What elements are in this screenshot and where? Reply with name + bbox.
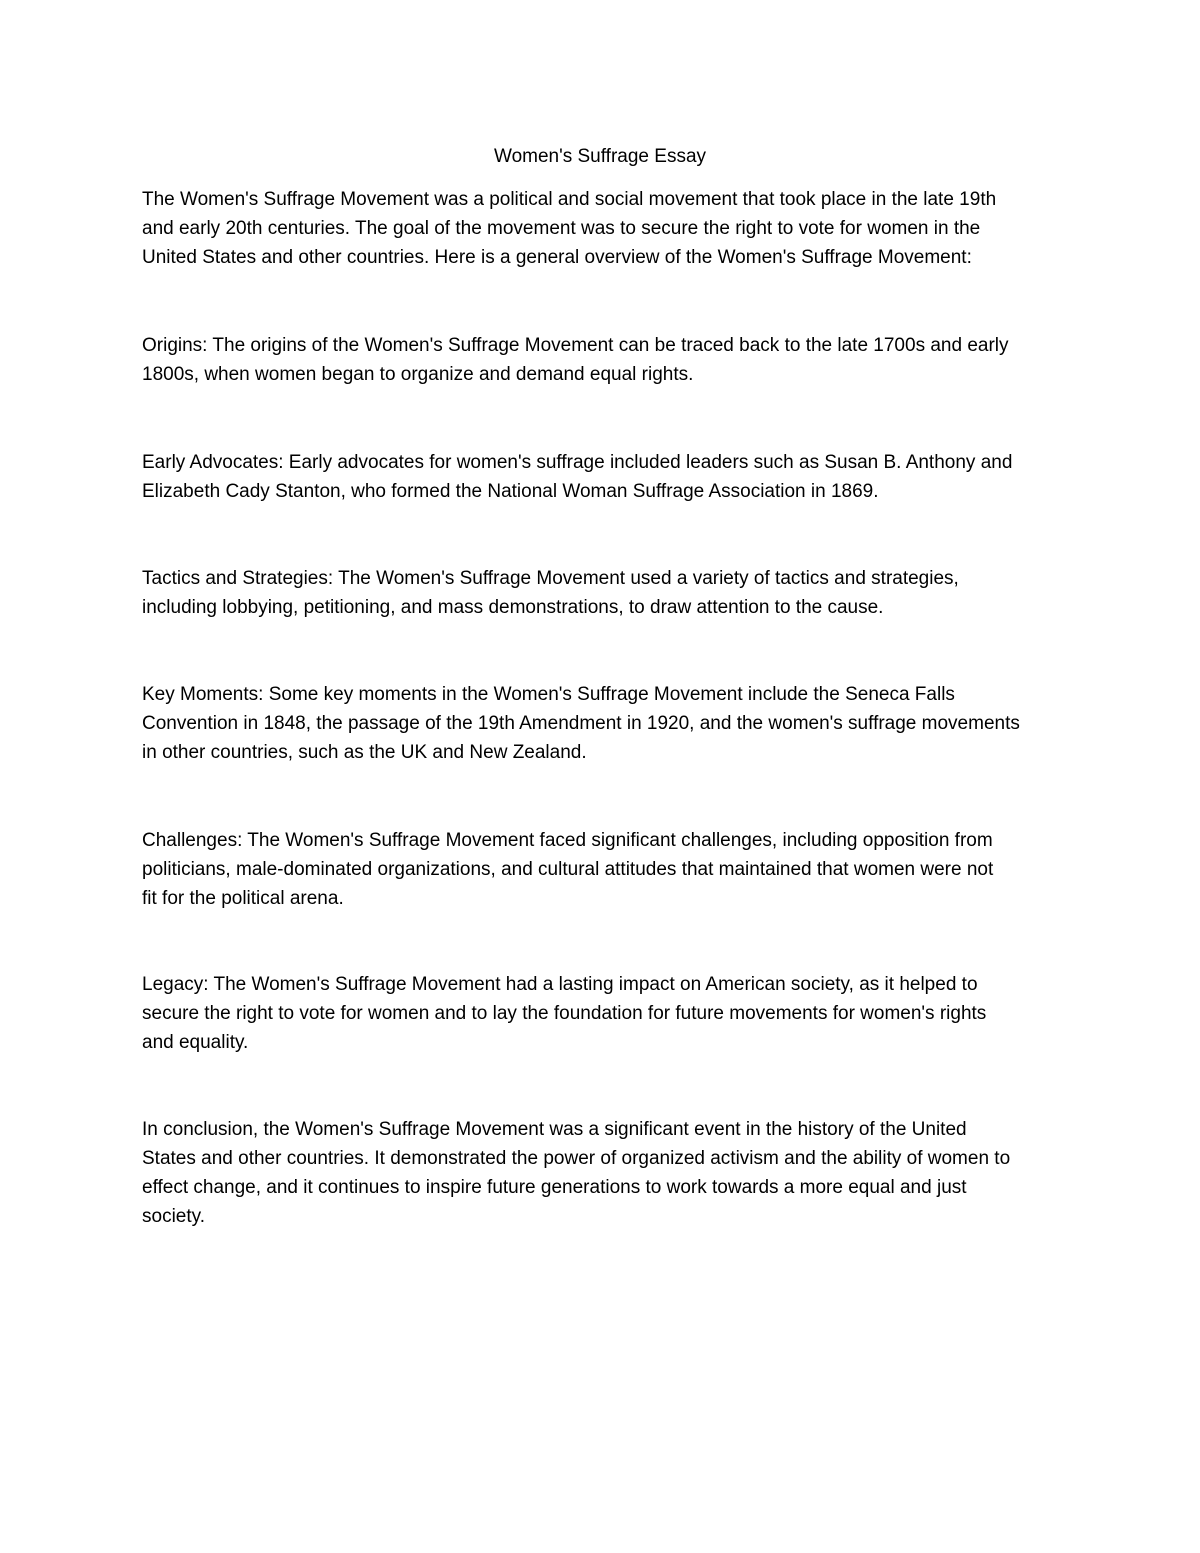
- text-line: effect change, and it continues to inspire future generations to work towards a more equal and just: [142, 1177, 967, 1198]
- text-line: Challenges: The Women's Suffrage Movement faced significant challenges, including opposition from: [142, 830, 993, 851]
- text-line: in other countries, such as the UK and New Zealand.: [142, 742, 587, 763]
- paragraph-conclusion: [142, 1115, 1072, 1231]
- text-line: Tactics and Strategies: The Women's Suffrage Movement used a variety of tactics and strategies,: [142, 568, 959, 589]
- text-line: Origins: The origins of the Women's Suffrage Movement can be traced back to the late 1700s and early: [142, 335, 1009, 356]
- text-line: Key Moments: Some key moments in the Women's Suffrage Movement include the Seneca Falls: [142, 684, 955, 705]
- paragraph-key-moments: [142, 680, 1072, 767]
- text-line: politicians, male-dominated organizations, and cultural attitudes that maintained that women were not: [142, 859, 994, 880]
- document-title: Women's Suffrage Essay: [493, 146, 707, 167]
- text-line: secure the right to vote for women and to lay the foundation for future movements for women's rights: [142, 1003, 987, 1024]
- paragraph-origins: [142, 331, 1072, 389]
- paragraph-tactics-and-strategies: [142, 564, 1072, 622]
- text-line: Early Advocates: Early advocates for women's suffrage included leaders such as Susan B. Anthony and: [142, 452, 1013, 473]
- paragraph-early-advocates: [142, 448, 1072, 506]
- text-line: Elizabeth Cady Stanton, who formed the National Woman Suffrage Association in 1869.: [142, 481, 879, 502]
- text-line: Legacy: The Women's Suffrage Movement had a lasting impact on American society, as it helped to: [142, 974, 978, 995]
- text-line: Convention in 1848, the passage of the 19th Amendment in 1920, and the women's suffrage movements: [142, 713, 1020, 734]
- paragraph-legacy: [142, 970, 1072, 1057]
- text-line: and early 20th centuries. The goal of the movement was to secure the right to vote for women in the: [142, 218, 981, 239]
- text-line: and equality.: [142, 1032, 249, 1053]
- text-line: The Women's Suffrage Movement was a political and social movement that took place in the late 19th: [142, 189, 997, 210]
- text-line: In conclusion, the Women's Suffrage Movement was a significant event in the history of the United: [142, 1119, 967, 1140]
- text-line: States and other countries. It demonstrated the power of organized activism and the ability of women to: [142, 1148, 1011, 1169]
- paragraph-challenges: [142, 826, 1072, 913]
- text-line: society.: [142, 1206, 206, 1227]
- text-line: including lobbying, petitioning, and mass demonstrations, to draw attention to the cause.: [142, 597, 884, 618]
- text-line: United States and other countries. Here is a general overview of the Women's Suffrage Movement:: [142, 247, 972, 268]
- text-line: 1800s, when women began to organize and demand equal rights.: [142, 364, 694, 385]
- paragraph-introduction: [142, 185, 1072, 272]
- text-line: fit for the political arena.: [142, 888, 344, 909]
